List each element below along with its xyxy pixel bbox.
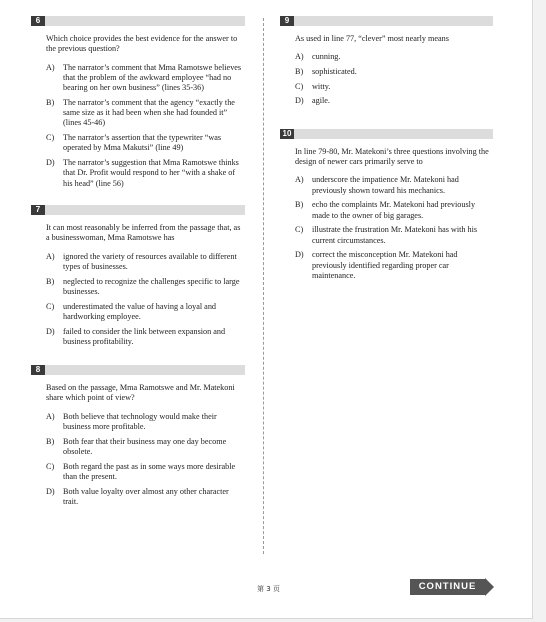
option-text: sophisticated. (312, 66, 357, 76)
question-header-bar (31, 16, 245, 26)
option-text: illustrate the frustration Mr. Matekoni has with his current circumstances. (312, 225, 478, 245)
answer-option-b[interactable] (31, 98, 245, 129)
option-text: Both believe that technology would make their business more profitable. (63, 411, 217, 432)
answer-option-a[interactable] (280, 175, 493, 196)
option-letter: C) (46, 301, 55, 311)
option-text: Both fear that their business may one day become obsolete. (63, 436, 227, 457)
option-letter: B) (46, 97, 55, 107)
answer-option-a[interactable] (31, 252, 245, 273)
question-header-bar (280, 129, 493, 139)
question-stem: It can most reasonably be inferred from the passage that, as a businesswoman, Mma Ramotswe has (46, 223, 241, 243)
answer-option-d[interactable] (31, 327, 245, 348)
question-10 (280, 129, 493, 281)
option-text: The narrator’s comment that Mma Ramotswe believes that the problem of the awkward employee “had no bearing on her own business” (lines 35-36) (63, 62, 242, 93)
continue-label: CONTINUE (410, 579, 485, 595)
question-6 (31, 16, 245, 189)
answer-option-d[interactable] (280, 96, 493, 106)
answer-option-c[interactable] (280, 82, 493, 92)
option-letter: D) (46, 486, 55, 496)
option-letter: A) (46, 251, 55, 261)
option-letter: C) (46, 133, 55, 143)
option-text: ignored the variety of resources available to different types of businesses. (63, 251, 237, 271)
option-letter: A) (46, 411, 55, 421)
option-text: cunning. (312, 52, 341, 62)
option-letter: B) (46, 436, 55, 446)
answer-option-c[interactable] (31, 302, 245, 323)
page-number: 第 3 页 (257, 585, 280, 593)
option-letter: A) (46, 62, 55, 72)
question-8 (31, 365, 245, 507)
option-letter: D) (46, 326, 55, 336)
question-number: 6 (31, 16, 45, 26)
answer-option-d[interactable] (280, 250, 493, 281)
question-number: 10 (280, 129, 294, 139)
question-stem: Based on the passage, Mma Ramotswe and Mr. Matekoni share which point of view? (46, 383, 235, 403)
question-7 (31, 205, 245, 347)
option-letter: A) (295, 175, 304, 185)
question-header-bar (280, 16, 493, 26)
answer-option-b[interactable] (31, 277, 245, 298)
option-letter: D) (295, 250, 304, 260)
option-letter: D) (295, 96, 304, 106)
option-letter: B) (295, 200, 304, 210)
option-text: failed to consider the link between expansion and business profitability. (63, 326, 226, 346)
arrow-right-icon (485, 578, 494, 596)
option-letter: C) (295, 81, 304, 91)
answer-option-d[interactable] (31, 158, 245, 189)
answer-option-a[interactable] (31, 63, 245, 94)
question-number: 9 (280, 16, 294, 26)
option-text: correct the misconception Mr. Matekoni had previously identified regarding proper car maintenance. (312, 250, 458, 280)
option-letter: C) (295, 225, 304, 235)
option-text: witty. (312, 81, 331, 91)
option-text: Both value loyalty over almost any other character trait. (63, 486, 229, 507)
option-text: underestimated the value of having a loyal and hardworking employee. (63, 301, 217, 321)
answer-option-c[interactable] (280, 225, 493, 246)
answer-option-a[interactable] (280, 52, 493, 62)
answer-option-b[interactable] (280, 200, 493, 221)
answer-option-c[interactable] (31, 462, 245, 483)
question-stem: In line 79-80, Mr. Matekoni’s three questions involving the design of newer cars primarily serve to (295, 146, 489, 166)
question-stem: Which choice provides the best evidence for the answer to the previous question? (46, 34, 238, 54)
question-number: 8 (31, 365, 45, 375)
option-text: echo the complaints Mr. Matekoni had previously made to the owner of big garages. (312, 200, 476, 220)
column-divider (263, 18, 264, 554)
question-header-bar (31, 365, 245, 375)
answer-option-b[interactable] (31, 437, 245, 458)
question-stem: As used in line 77, “clever” most nearly means (295, 34, 449, 43)
answer-option-c[interactable] (31, 133, 245, 154)
right-column (280, 16, 493, 293)
continue-button[interactable] (410, 578, 494, 596)
answer-option-a[interactable] (31, 412, 245, 433)
left-column (31, 16, 245, 519)
option-text: agile. (312, 96, 330, 106)
option-letter: A) (295, 52, 304, 62)
option-text: The narrator’s suggestion that Mma Ramotswe thinks that Dr. Profit would respond to her “with a shake of his head” (line 56) (63, 158, 239, 188)
option-text: Both regard the past as in some ways more desirable than the present. (63, 461, 236, 482)
question-number: 7 (31, 205, 45, 215)
question-9 (280, 16, 493, 107)
option-text: underscore the impatience Mr. Matekoni had previously shown toward his mechanics. (312, 175, 459, 195)
option-letter: C) (46, 461, 55, 471)
answer-option-d[interactable] (31, 487, 245, 508)
question-header-bar (31, 205, 245, 215)
option-letter: B) (295, 66, 304, 76)
option-letter: D) (46, 158, 55, 168)
option-letter: B) (46, 276, 55, 286)
option-text: The narrator’s assertion that the typewriter “was operated by Mma Makutsi” (line 49) (63, 133, 222, 153)
answer-option-b[interactable] (280, 67, 493, 77)
option-text: The narrator’s comment that the agency “exactly the same size as it had been when she had founded it” (lines 45-46) (63, 97, 235, 128)
option-text: neglected to recognize the challenges specific to large businesses. (63, 276, 240, 296)
